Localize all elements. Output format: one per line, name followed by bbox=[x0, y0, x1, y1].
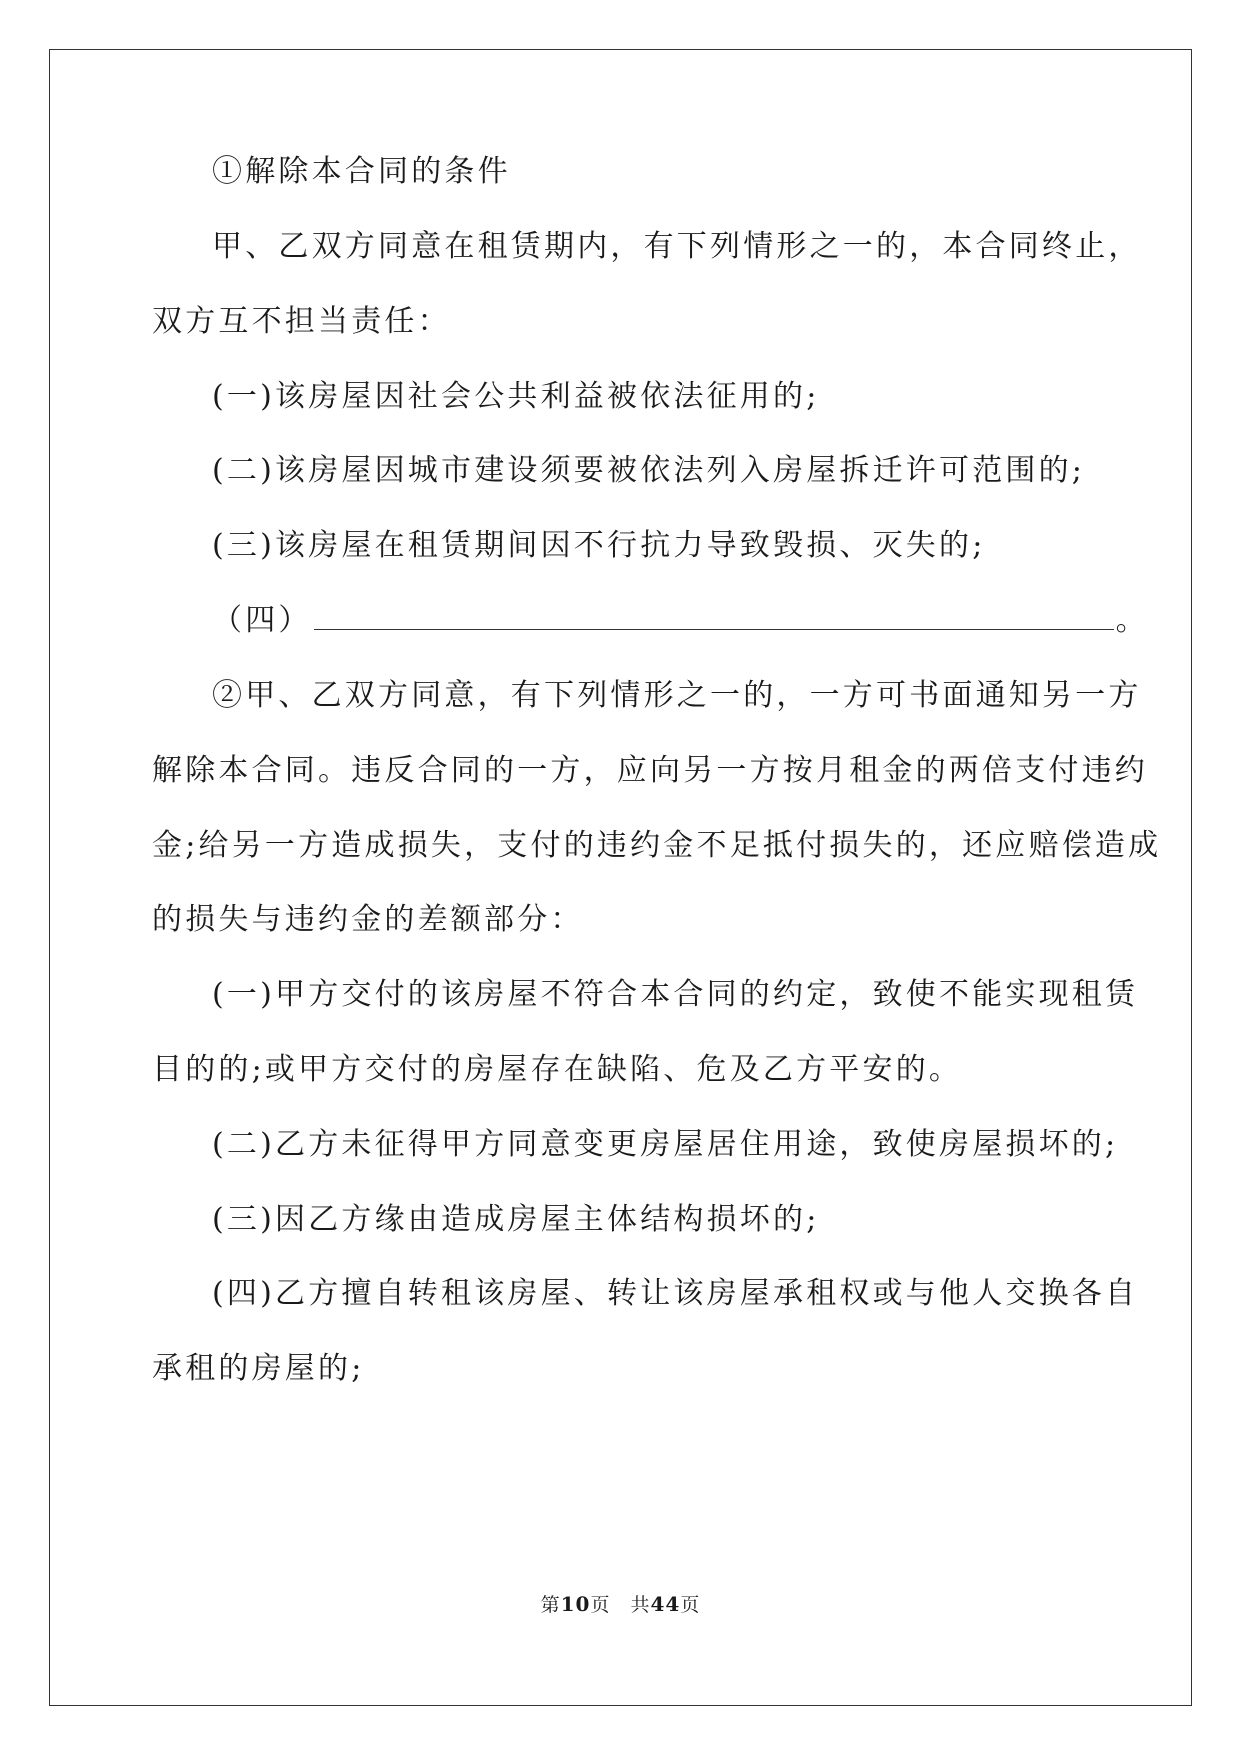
paragraph-line: 解除本合同。违反合同的一方，应向另一方按月租金的两倍支付违约 bbox=[152, 753, 1148, 788]
page-border bbox=[49, 49, 1192, 1706]
period-mark: 。 bbox=[1115, 603, 1149, 638]
total-page-number: 44 bbox=[650, 1592, 681, 1616]
list-item: (三)因乙方缘由造成房屋主体结构损坏的; bbox=[212, 1202, 820, 1237]
page-mid: 页 共 bbox=[590, 1594, 651, 1616]
list-item: (二)乙方未征得甲方同意变更房屋居住用途，致使房屋损坏的; bbox=[212, 1127, 1119, 1162]
section-1-heading: ①解除本合同的条件 bbox=[212, 154, 511, 189]
list-item: (三)该房屋在租赁期间因不行抗力导致毁损、灭失的; bbox=[212, 528, 986, 563]
paragraph-line: 双方互不担当责任： bbox=[152, 304, 451, 339]
list-item: (二)该房屋因城市建设须要被依法列入房屋拆迁许可范围的; bbox=[212, 453, 1086, 488]
paragraph-line: 的损失与违约金的差额部分： bbox=[152, 902, 584, 937]
list-item: (一)该房屋因社会公共利益被依法征用的; bbox=[212, 379, 820, 414]
list-item: (一)甲方交付的该房屋不符合本合同的约定，致使不能实现租赁 bbox=[212, 977, 1139, 1012]
paragraph-line: 金;给另一方造成损失，支付的违约金不足抵付损失的，还应赔偿造成 bbox=[152, 828, 1162, 863]
page-prefix: 第 bbox=[540, 1594, 561, 1616]
section-2-heading: ②甲、乙双方同意，有下列情形之一的，一方可书面通知另一方 bbox=[212, 678, 1142, 713]
list-item: (四)乙方擅自转租该房屋、转让该房屋承租权或与他人交换各自 bbox=[212, 1276, 1139, 1311]
paragraph-line: 甲、乙双方同意在租赁期内，有下列情形之一的，本合同终止， bbox=[212, 229, 1142, 264]
paragraph-line: 承租的房屋的; bbox=[152, 1351, 365, 1386]
list-item-blank bbox=[212, 601, 1149, 641]
page-number-footer bbox=[0, 1590, 1241, 1619]
list-item-label: （四） bbox=[212, 603, 312, 638]
page-suffix: 页 bbox=[680, 1594, 701, 1616]
current-page-number: 10 bbox=[560, 1592, 591, 1616]
paragraph-line: 目的的;或甲方交付的房屋存在缺陷、危及乙方平安的。 bbox=[152, 1052, 963, 1087]
fill-in-blank bbox=[314, 601, 1114, 630]
